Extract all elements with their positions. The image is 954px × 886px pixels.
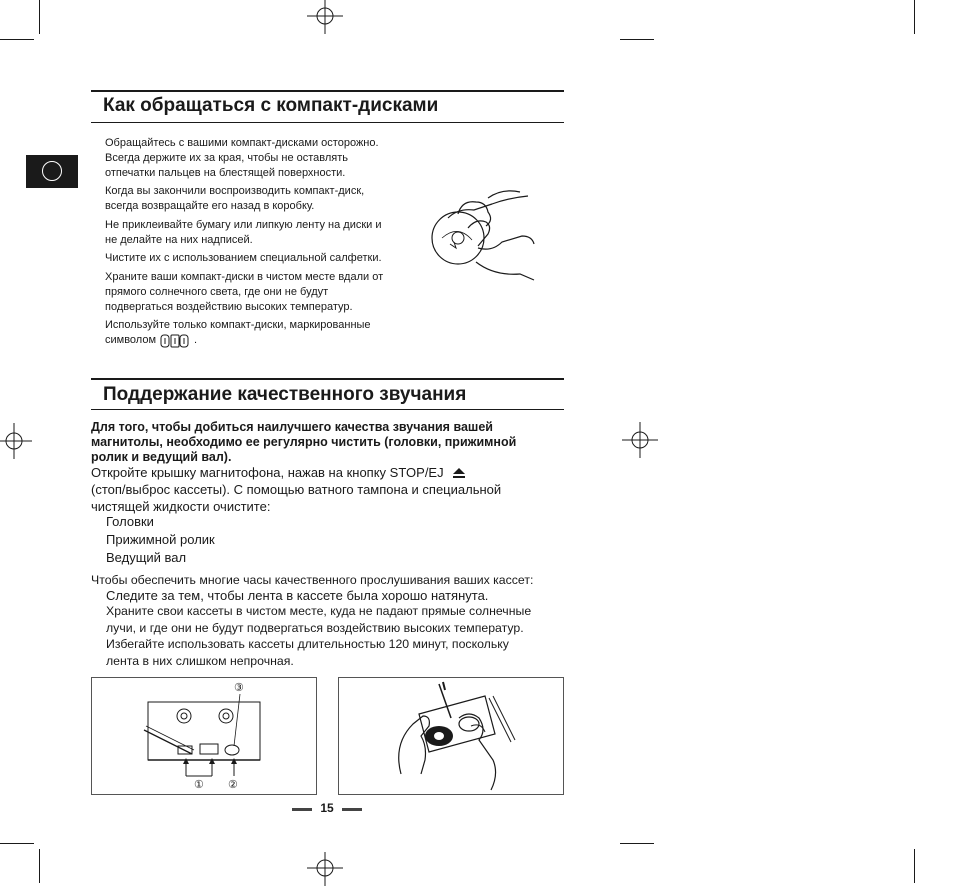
section-rule-top [91, 90, 564, 92]
registration-mark-right [618, 420, 658, 460]
figure-cleaning [338, 677, 564, 795]
callout-label-2: ② [228, 779, 238, 791]
compact-disc-logo-icon [160, 334, 190, 348]
list-item: Прижимной ролик [106, 532, 215, 547]
section2-title: Поддержание качественного звучания [103, 384, 467, 405]
language-circle-icon [42, 161, 62, 181]
section1-paragraph: Чистите их с использованием специальной салфетки. [105, 252, 382, 264]
registration-mark-bottom [305, 846, 345, 886]
section2-tip: Храните свои кассеты в чистом месте, куда не падают прямые солнечные лучи, и где они не будут подвергаться воздействию высоких температур. [106, 604, 532, 635]
section2-tip: Следите за тем, чтобы лента в кассете была хорошо натянута. [106, 588, 489, 603]
section1-title: Как обращаться с компакт-дисками [103, 95, 439, 116]
section1-paragraph: Когда вы закончили воспроизводить компакт-диск, всегда возвращайте его назад в коробку. [105, 185, 365, 212]
page-number-value: 15 [320, 801, 334, 815]
registration-mark-left [0, 421, 40, 461]
crop-mark [914, 849, 915, 883]
crop-mark [620, 39, 654, 40]
callout-label-3: ③ [234, 682, 244, 694]
eject-icon [452, 467, 466, 479]
section1-paragraph: Не приклеивайте бумагу или липкую ленту на диски и не делайте на них надписей. [105, 219, 382, 246]
section2-tip: Избегайте использовать кассеты длительностью 120 минут, поскольку лента в них слишком непрочная. [106, 637, 509, 668]
section2-instruction: Откройте крышку магнитофона, нажав на кнопку STOP/EJ (стоп/выброс кассеты). С помощью ватного тампона и специальной чистящей жидкости очистите: [91, 465, 502, 514]
page-number-bar-left [292, 808, 312, 811]
section2-intro: Для того, чтобы добиться наилучшего качества звучания вашей магнитолы, необходимо ее регулярно чистить (головки, прижимной ролик и ведущий вал). [91, 420, 517, 464]
section-rule-top [91, 378, 564, 380]
page-number [292, 801, 362, 817]
cd-handling-illustration [428, 178, 540, 290]
section2-parts-list [106, 513, 215, 567]
section-rule-bottom [91, 122, 564, 123]
registration-mark-top [305, 0, 345, 40]
page-number-bar-right [342, 808, 362, 811]
crop-mark [0, 39, 34, 40]
crop-mark [39, 849, 40, 883]
section-rule-bottom [91, 409, 564, 410]
crop-mark [39, 0, 40, 34]
section2-tips-intro: Чтобы обеспечить многие часы качественного прослушивания ваших кассет: [91, 573, 534, 587]
section1-paragraph: Обращайтесь с вашими компакт-дисками осторожно. Всегда держите их за края, чтобы не оставлять отпечатки пальцев на блестящей поверхности. [105, 137, 379, 179]
list-item: Ведущий вал [106, 550, 187, 565]
crop-mark [620, 843, 654, 844]
figure-tape-deck [91, 677, 317, 795]
section1-paragraph: Используйте только компакт-диски, маркированные символом . [105, 319, 371, 346]
tape-deck-diagram [92, 678, 316, 794]
crop-mark [914, 0, 915, 34]
crop-mark [0, 843, 34, 844]
cleaning-illustration [339, 678, 563, 794]
section1-paragraph: Храните ваши компакт-диски в чистом месте вдали от прямого солнечного света, где они не будут подвергаться воздействию высоких температур. [105, 271, 384, 313]
language-tab [26, 155, 78, 188]
list-item: Головки [106, 514, 154, 529]
callout-label-1: ① [194, 779, 204, 791]
